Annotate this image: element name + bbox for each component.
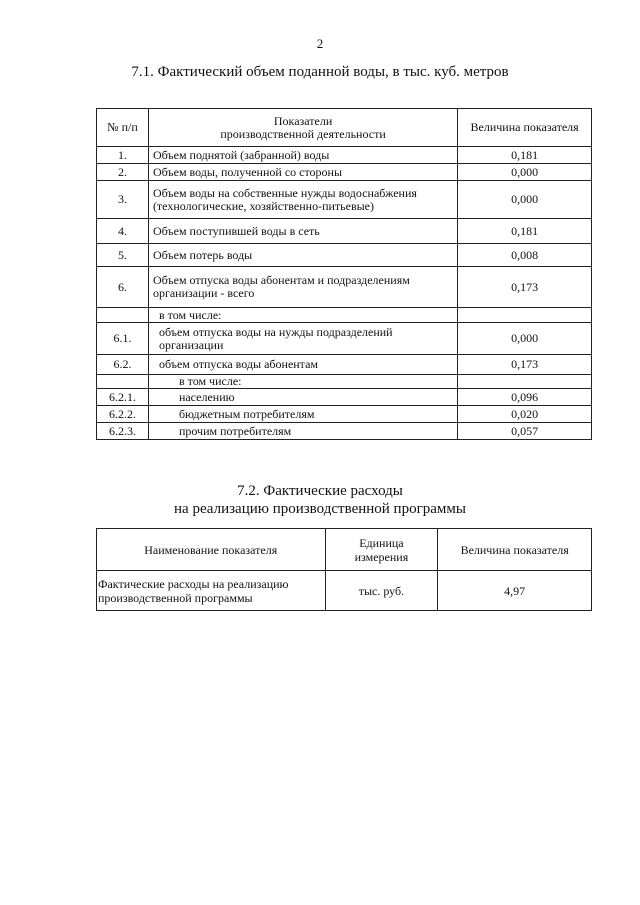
row-name: Объем воды, полученной со стороны [148, 164, 457, 181]
header-indicator-line2: производственной деятельности [220, 126, 386, 141]
table-row [97, 406, 592, 423]
row-num: 6.2.2. [97, 406, 149, 423]
row-name: Объем поднятой (забранной) воды [148, 147, 457, 164]
table-header-row [97, 529, 592, 571]
row-num [97, 308, 149, 323]
row-value: 0,020 [458, 406, 592, 423]
row-name: населению [148, 389, 457, 406]
row-name: объем отпуска воды на нужды подразделений организации [148, 323, 457, 355]
table-row [97, 323, 592, 355]
row-name: Объем воды на собственные нужды водоснабжения (технологические, хозяйственно-питьевые) [148, 181, 457, 219]
row-value: 0,173 [458, 267, 592, 308]
header-unit-line1: Единица [359, 535, 404, 550]
table-row [97, 571, 592, 611]
row-num: 3. [97, 181, 149, 219]
table-row [97, 389, 592, 406]
page-number: 2 [316, 36, 324, 51]
row-value: 0,000 [458, 181, 592, 219]
section-2-title-line2: на реализацию производственной программы [174, 501, 466, 517]
row-num: 1. [97, 147, 149, 164]
table-row [97, 375, 592, 389]
row-value: 0,181 [458, 147, 592, 164]
row-value: 0,000 [458, 164, 592, 181]
row-value: 0,096 [458, 389, 592, 406]
table-header-row [97, 109, 592, 147]
table-row [97, 219, 592, 244]
header-unit [325, 529, 438, 571]
row-name: в том числе: [148, 375, 457, 389]
row-name: прочим потребителям [148, 423, 457, 440]
row-num: 6. [97, 267, 149, 308]
row-name: Фактические расходы на реализацию производственной программы [97, 571, 326, 611]
header-value: Величина показателя [458, 109, 592, 147]
row-value: 4,97 [438, 571, 592, 611]
row-name: в том числе: [148, 308, 457, 323]
row-num: 4. [97, 219, 149, 244]
row-num: 2. [97, 164, 149, 181]
row-value: 0,173 [458, 355, 592, 375]
section-2-title-line1: 7.2. Фактические расходы [237, 483, 403, 499]
table-row [97, 355, 592, 375]
header-indicator [148, 109, 457, 147]
row-name: объем отпуска воды абонентам [148, 355, 457, 375]
table-row [97, 147, 592, 164]
expenses-table [96, 528, 592, 611]
table-row [97, 308, 592, 323]
section-1-title: 7.1. Фактический объем поданной воды, в тыс. куб. метров [131, 64, 509, 80]
row-num: 6.2.1. [97, 389, 149, 406]
row-unit: тыс. руб. [325, 571, 438, 611]
header-num: № п/п [97, 109, 149, 147]
header-indicator-line1: Показатели [273, 113, 333, 128]
row-value [458, 308, 592, 323]
row-num: 5. [97, 244, 149, 267]
row-value: 0,008 [458, 244, 592, 267]
table-row [97, 164, 592, 181]
row-num: 6.2.3. [97, 423, 149, 440]
row-value: 0,181 [458, 219, 592, 244]
water-volume-table [96, 108, 592, 440]
header-value: Величина показателя [438, 529, 592, 571]
table-row [97, 423, 592, 440]
header-unit-line2: измерения [354, 549, 409, 564]
row-value [458, 375, 592, 389]
row-value: 0,057 [458, 423, 592, 440]
row-name: бюджетным потребителям [148, 406, 457, 423]
table-row [97, 267, 592, 308]
row-num: 6.2. [97, 355, 149, 375]
row-value: 0,000 [458, 323, 592, 355]
row-name: Объем отпуска воды абонентам и подразделениям организации - всего [148, 267, 457, 308]
table-row [97, 181, 592, 219]
header-name: Наименование показателя [97, 529, 326, 571]
row-name: Объем потерь воды [148, 244, 457, 267]
row-name: Объем поступившей воды в сеть [148, 219, 457, 244]
table-row [97, 244, 592, 267]
row-num [97, 375, 149, 389]
row-num: 6.1. [97, 323, 149, 355]
